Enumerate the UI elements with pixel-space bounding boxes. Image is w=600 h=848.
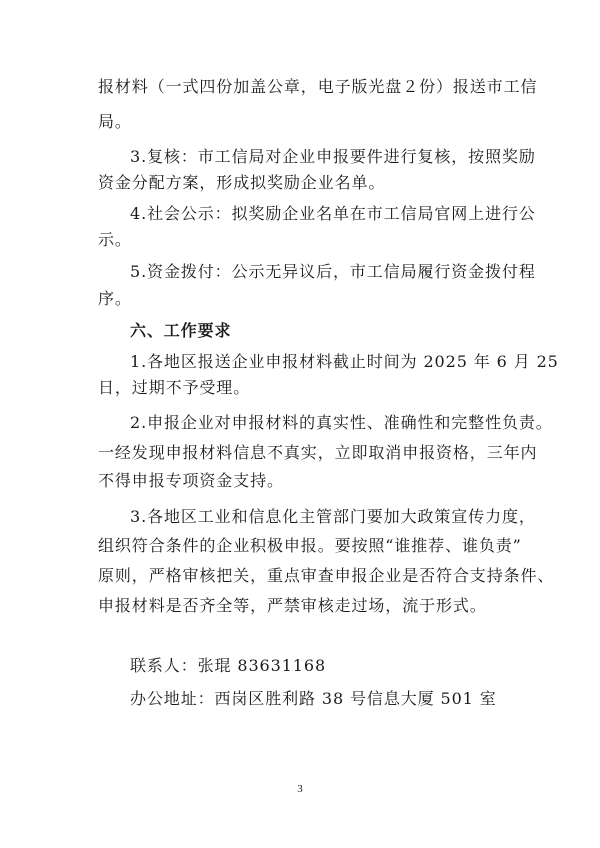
requirement-3-line-3: 原则，严格审核把关，重点审查申报企业是否符合支持条件、: [98, 566, 555, 585]
contact-person: 联系人：张琨 83631168: [130, 656, 327, 675]
requirement-3-line-2: 组织符合条件的企业积极申报。要按照“谁推荐、谁负责”: [98, 536, 522, 555]
requirement-3-line-1: 3.各地区工业和信息化主管部门要加大政策宣传力度，: [130, 507, 536, 526]
paragraph-publicity-line-1: 4.社会公示：拟奖励企业名单在市工信局官网上进行公: [130, 204, 536, 223]
section-heading: 六、工作要求: [130, 321, 232, 340]
paragraph-funding-line-1: 5.资金拨付：公示无异议后，市工信局履行资金拨付程: [130, 262, 536, 281]
requirement-3-line-4: 申报材料是否齐全等，严禁审核走过场，流于形式。: [98, 596, 487, 615]
paragraph-funding-line-2: 序。: [98, 289, 132, 308]
requirement-2-line-2: 一经发现申报材料信息不真实，立即取消申报资格，三年内: [98, 443, 538, 462]
requirement-2-line-1: 2.申报企业对申报材料的真实性、准确性和完整性负责。: [130, 413, 553, 432]
requirement-1-line-1: 1.各地区报送企业申报材料截止时间为 2025 年 6 月 25: [130, 352, 559, 371]
requirement-2-line-3: 不得申报专项资金支持。: [98, 471, 284, 490]
requirement-1-line-2: 日，过期不予受理。: [98, 378, 251, 397]
paragraph-review-line-1: 3.复核：市工信局对企业申报要件进行复核，按照奖励: [130, 147, 536, 166]
office-address: 办公地址：西岗区胜利路 38 号信息大厦 501 室: [130, 689, 497, 708]
paragraph-1-line-1: 报材料（一式四份加盖公章，电子版光盘２份）报送市工信: [98, 77, 538, 96]
paragraph-review-line-2: 资金分配方案，形成拟奖励企业名单。: [98, 173, 386, 192]
paragraph-1-line-2: 局。: [98, 112, 132, 131]
paragraph-publicity-line-2: 示。: [98, 230, 132, 249]
page-number: 3: [297, 783, 303, 795]
